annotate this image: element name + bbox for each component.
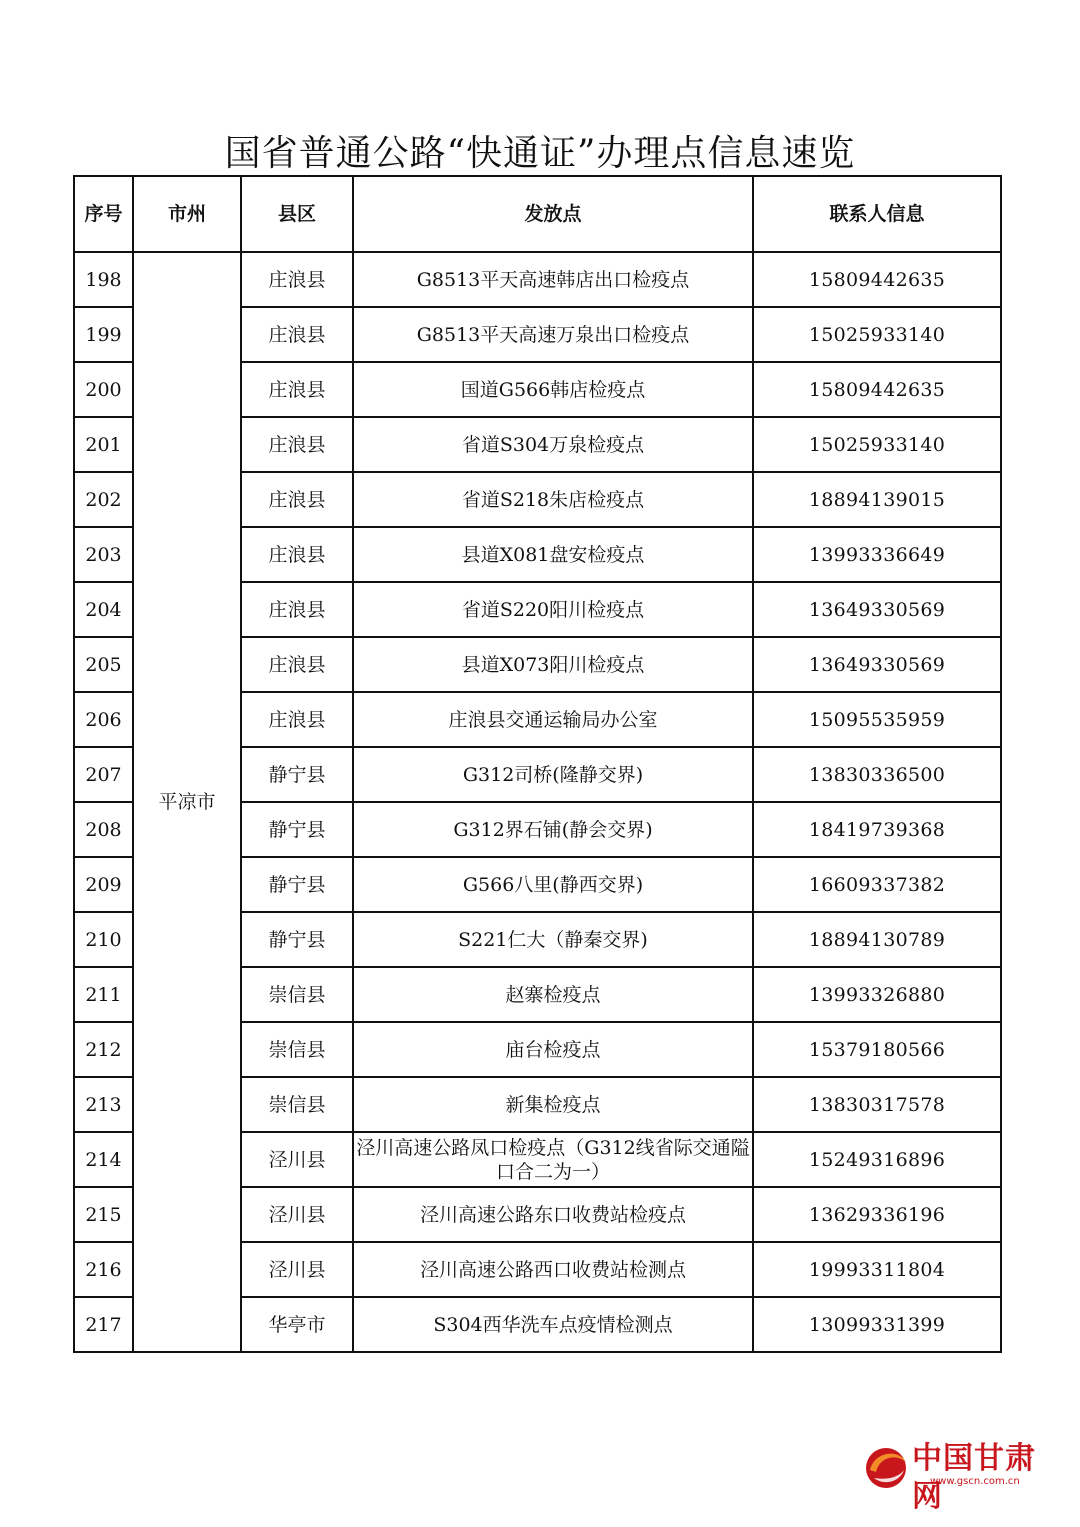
row-county: 庄浪县 xyxy=(241,307,353,362)
row-index: 204 xyxy=(74,582,133,637)
row-index: 211 xyxy=(74,967,133,1022)
header-city: 市州 xyxy=(133,176,241,252)
row-index: 214 xyxy=(74,1132,133,1187)
row-index: 210 xyxy=(74,912,133,967)
row-index: 212 xyxy=(74,1022,133,1077)
row-contact: 15249316896 xyxy=(753,1132,1001,1187)
table-row xyxy=(74,252,1001,307)
row-county: 崇信县 xyxy=(241,1077,353,1132)
row-index: 217 xyxy=(74,1297,133,1352)
row-county: 静宁县 xyxy=(241,802,353,857)
row-contact: 13629336196 xyxy=(753,1187,1001,1242)
header-county: 县区 xyxy=(241,176,353,252)
row-site: 新集检疫点 xyxy=(353,1077,753,1132)
row-contact: 18894130789 xyxy=(753,912,1001,967)
row-contact: 15025933140 xyxy=(753,307,1001,362)
row-county: 庄浪县 xyxy=(241,582,353,637)
row-site: 泾川高速公路凤口检疫点（G312线省际交通隘口合二为一） xyxy=(353,1132,753,1187)
row-index: 202 xyxy=(74,472,133,527)
row-site: 庄浪县交通运输局办公室 xyxy=(353,692,753,747)
row-county: 泾川县 xyxy=(241,1187,353,1242)
city-cell: 平凉市 xyxy=(133,252,241,1352)
row-contact: 15809442635 xyxy=(753,362,1001,417)
row-index: 215 xyxy=(74,1187,133,1242)
row-contact: 13649330569 xyxy=(753,582,1001,637)
site-logo xyxy=(860,1440,1040,1514)
row-county: 庄浪县 xyxy=(241,472,353,527)
row-county: 庄浪县 xyxy=(241,527,353,582)
row-contact: 13993326880 xyxy=(753,967,1001,1022)
row-site: 国道G566韩店检疫点 xyxy=(353,362,753,417)
row-contact: 13099331399 xyxy=(753,1297,1001,1352)
row-site: 省道S304万泉检疫点 xyxy=(353,417,753,472)
header-contact: 联系人信息 xyxy=(753,176,1001,252)
row-site: G312界石铺(静会交界) xyxy=(353,802,753,857)
row-site: 泾川高速公路西口收费站检测点 xyxy=(353,1242,753,1297)
row-site: G566八里(静西交界) xyxy=(353,857,753,912)
row-site: G8513平天高速万泉出口检疫点 xyxy=(353,307,753,362)
row-index: 200 xyxy=(74,362,133,417)
row-site: S304西华洗车点疫情检测点 xyxy=(353,1297,753,1352)
row-site: 省道S218朱店检疫点 xyxy=(353,472,753,527)
row-county: 崇信县 xyxy=(241,967,353,1022)
row-contact: 15025933140 xyxy=(753,417,1001,472)
row-index: 203 xyxy=(74,527,133,582)
row-index: 207 xyxy=(74,747,133,802)
logo-text: 中国甘肃网 xyxy=(912,1441,1036,1514)
row-contact: 15809442635 xyxy=(753,252,1001,307)
row-index: 198 xyxy=(74,252,133,307)
row-county: 崇信县 xyxy=(241,1022,353,1077)
row-site: 县道X081盘安检疫点 xyxy=(353,527,753,582)
row-county: 泾川县 xyxy=(241,1242,353,1297)
row-county: 静宁县 xyxy=(241,857,353,912)
header-site: 发放点 xyxy=(353,176,753,252)
row-site: 省道S220阳川检疫点 xyxy=(353,582,753,637)
table-body xyxy=(74,252,1001,1352)
row-index: 213 xyxy=(74,1077,133,1132)
page-title: 国省普通公路“快通证”办理点信息速览 xyxy=(224,133,856,174)
row-contact: 16609337382 xyxy=(753,857,1001,912)
row-county: 庄浪县 xyxy=(241,692,353,747)
row-county: 静宁县 xyxy=(241,912,353,967)
row-contact: 19993311804 xyxy=(753,1242,1001,1297)
row-site: G312司桥(隆静交界) xyxy=(353,747,753,802)
row-contact: 15095535959 xyxy=(753,692,1001,747)
row-site: 赵寨检疫点 xyxy=(353,967,753,1022)
row-site: 庙台检疫点 xyxy=(353,1022,753,1077)
row-index: 206 xyxy=(74,692,133,747)
row-index: 208 xyxy=(74,802,133,857)
row-index: 201 xyxy=(74,417,133,472)
logo-url: www.gscn.com.cn xyxy=(930,1476,1020,1487)
row-county: 泾川县 xyxy=(241,1132,353,1187)
row-index: 209 xyxy=(74,857,133,912)
info-table xyxy=(73,175,1002,1353)
row-site: S221仁大（静秦交界) xyxy=(353,912,753,967)
row-site: 县道X073阳川检疫点 xyxy=(353,637,753,692)
logo-swirl-icon xyxy=(860,1440,912,1492)
row-site: G8513平天高速韩店出口检疫点 xyxy=(353,252,753,307)
row-contact: 13830336500 xyxy=(753,747,1001,802)
row-county: 华亭市 xyxy=(241,1297,353,1352)
header-index: 序号 xyxy=(74,176,133,252)
row-contact: 18894139015 xyxy=(753,472,1001,527)
row-contact: 13993336649 xyxy=(753,527,1001,582)
row-contact: 13830317578 xyxy=(753,1077,1001,1132)
table-header-row xyxy=(74,176,1001,252)
row-index: 216 xyxy=(74,1242,133,1297)
row-contact: 18419739368 xyxy=(753,802,1001,857)
row-index: 199 xyxy=(74,307,133,362)
row-county: 庄浪县 xyxy=(241,252,353,307)
row-contact: 15379180566 xyxy=(753,1022,1001,1077)
row-county: 庄浪县 xyxy=(241,637,353,692)
row-index: 205 xyxy=(74,637,133,692)
row-site: 泾川高速公路东口收费站检疫点 xyxy=(353,1187,753,1242)
row-contact: 13649330569 xyxy=(753,637,1001,692)
row-county: 庄浪县 xyxy=(241,362,353,417)
row-county: 庄浪县 xyxy=(241,417,353,472)
row-county: 静宁县 xyxy=(241,747,353,802)
